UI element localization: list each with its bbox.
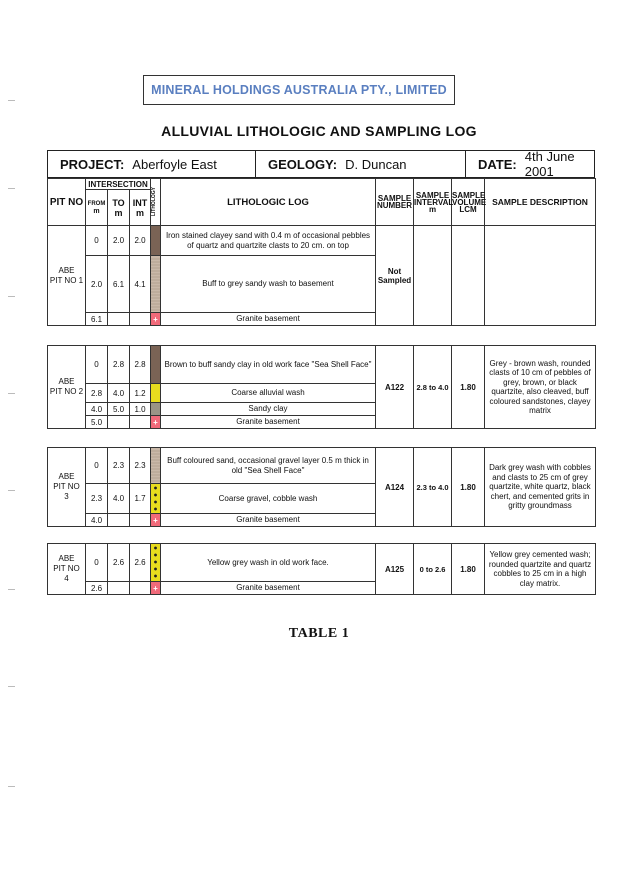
- log-cell: Buff coloured sand, occasional gravel layer 0.5 m thick in old "Sea Shell Face": [161, 448, 376, 484]
- sample-interval-unit: m: [428, 204, 437, 214]
- pit-label: PIT NO: [53, 482, 80, 491]
- sample-volume-unit: LCM: [459, 204, 477, 214]
- int-cell: [130, 514, 151, 527]
- col-intersection: INTERSECTION: [86, 179, 151, 190]
- to-cell: [108, 514, 130, 527]
- from-cell: 4.0: [86, 403, 108, 416]
- sample-interval-cell: 2.3 to 4.0: [414, 448, 452, 527]
- project-label: PROJECT:: [60, 156, 125, 172]
- col-sample-number: SAMPLE NUMBER: [376, 179, 414, 226]
- project-header: [47, 150, 595, 178]
- col-sample-volume: [452, 179, 485, 226]
- col-pit-no: PIT NO: [48, 179, 86, 226]
- log-cell: Coarse alluvial wash: [161, 384, 376, 403]
- lithology-swatch-granite: [151, 313, 161, 326]
- col-lithologic-log: LITHOLOGIC LOG: [161, 179, 376, 226]
- pit-label: 3: [64, 492, 69, 501]
- lithology-swatch-granite: [151, 416, 161, 429]
- company-name-box: MINERAL HOLDINGS AUSTRALIA PTY., LIMITED: [143, 75, 455, 105]
- int-cell: [130, 313, 151, 326]
- project-value: Aberfoyle East: [132, 156, 217, 172]
- granite-symbol: +: [153, 417, 158, 427]
- table-caption: TABLE 1: [288, 626, 350, 641]
- int-cell: 2.8: [130, 346, 151, 384]
- from-cell: 0: [86, 544, 108, 582]
- to-cell: 4.0: [108, 484, 130, 514]
- geology-field: [256, 151, 466, 177]
- log-cell: Brown to buff sandy clay in old work face "Sea Shell Face": [161, 346, 376, 384]
- lithology-swatch-brown: [151, 346, 161, 384]
- sample-number-cell: A125: [376, 544, 414, 595]
- sample-number-cell: Not Sampled: [376, 226, 414, 326]
- sample-volume-cell: 1.80: [452, 544, 485, 595]
- from-cell: 2.6: [86, 582, 108, 595]
- int-cell: [130, 582, 151, 595]
- lithology-swatch-granite: [151, 514, 161, 527]
- to-unit: m: [114, 207, 123, 218]
- project-field: [48, 151, 256, 177]
- log-table-pit-3: [47, 447, 596, 527]
- col-from: [86, 190, 108, 226]
- sample-interval-label: SAMPLE INTERVAL: [414, 190, 454, 207]
- document-title: ALLUVIAL LITHOLOGIC AND SAMPLING LOG: [161, 123, 477, 139]
- granite-symbol: +: [153, 314, 158, 324]
- to-cell: 2.6: [108, 544, 130, 582]
- pit-cell: [48, 448, 86, 527]
- to-label: TO: [112, 197, 125, 208]
- from-cell: 0: [86, 226, 108, 256]
- log-cell: Yellow grey wash in old work face.: [161, 544, 376, 582]
- log-cell: Sandy clay: [161, 403, 376, 416]
- sample-interval-cell: [414, 226, 452, 326]
- to-cell: 2.3: [108, 448, 130, 484]
- date-label: DATE:: [478, 156, 517, 172]
- log-cell: Granite basement: [161, 416, 376, 429]
- to-cell: [108, 582, 130, 595]
- log-cell: Buff to grey sandy wash to basement: [161, 256, 376, 313]
- from-cell: 6.1: [86, 313, 108, 326]
- sample-description-cell: Grey - brown wash, rounded clasts of 10 cm of pebbles of grey, brown, or black quartzite, also cleaved, buff coloured sandstones, clayey matrix: [485, 346, 596, 429]
- from-cell: 2.0: [86, 256, 108, 313]
- col-lithology: [151, 179, 161, 226]
- lithology-swatch-yellow: [151, 384, 161, 403]
- from-label: FROM: [87, 200, 106, 207]
- pit-label: ABE: [58, 265, 75, 275]
- pit-cell: [48, 544, 86, 595]
- from-cell: 4.0: [86, 514, 108, 527]
- int-cell: 1.7: [130, 484, 151, 514]
- pit-label: ABE: [58, 377, 75, 386]
- pit-label: PIT NO 1: [49, 275, 84, 285]
- int-cell: 2.6: [130, 544, 151, 582]
- int-cell: 2.0: [130, 226, 151, 256]
- lithology-swatch-granite: [151, 582, 161, 595]
- sample-description-cell: Dark grey wash with cobbles and clasts to 25 cm of grey quartzite, white quartz, black chert, and cemented grits in gritty groundmass: [485, 448, 596, 527]
- int-unit: m: [135, 207, 144, 218]
- table-row: [48, 226, 596, 256]
- pit-label: PIT NO: [53, 564, 80, 573]
- from-cell: 0: [86, 448, 108, 484]
- from-cell: 2.3: [86, 484, 108, 514]
- sample-interval-cell: 2.8 to 4.0: [414, 346, 452, 429]
- pit-label: ABE: [58, 554, 75, 563]
- lithology-swatch-brown: [151, 226, 161, 256]
- lithology-swatch-grey: [151, 403, 161, 416]
- sample-description-cell: [485, 226, 596, 326]
- col-sample-interval: [414, 179, 452, 226]
- to-cell: 2.8: [108, 346, 130, 384]
- sample-number-cell: A124: [376, 448, 414, 527]
- col-sample-description: SAMPLE DESCRIPTION: [485, 179, 596, 226]
- from-cell: 5.0: [86, 416, 108, 429]
- sample-volume-cell: 1.80: [452, 448, 485, 527]
- col-int: [130, 190, 151, 226]
- pit-cell: [48, 226, 86, 326]
- table-row: [48, 544, 596, 582]
- int-cell: 1.0: [130, 403, 151, 416]
- log-cell: Iron stained clayey sand with 0.4 m of occasional pebbles of quartz and quartzite clasts to 20 cm. on top: [161, 226, 376, 256]
- table-row: [48, 448, 596, 484]
- pit-label: ABE: [58, 472, 75, 481]
- sample-number-cell: A122: [376, 346, 414, 429]
- to-cell: 5.0: [108, 403, 130, 416]
- sample-interval-cell: 0 to 2.6: [414, 544, 452, 595]
- log-cell: Granite basement: [161, 582, 376, 595]
- granite-symbol: +: [153, 583, 158, 593]
- sample-volume-cell: 1.80: [452, 346, 485, 429]
- geology-value: D. Duncan: [345, 156, 407, 172]
- log-cell: Coarse gravel, cobble wash: [161, 484, 376, 514]
- to-cell: 2.0: [108, 226, 130, 256]
- granite-symbol: +: [153, 515, 158, 525]
- log-table-pit-2: [47, 345, 596, 429]
- from-cell: 2.8: [86, 384, 108, 403]
- pit-label: 4: [64, 574, 69, 583]
- to-cell: [108, 313, 130, 326]
- log-cell: Granite basement: [161, 313, 376, 326]
- log-table-pit-1: [47, 178, 596, 326]
- col-to: [108, 190, 130, 226]
- table-row: [48, 346, 596, 384]
- pit-cell: [48, 346, 86, 429]
- int-cell: 2.3: [130, 448, 151, 484]
- log-table-pit-4: [47, 543, 596, 595]
- int-cell: 4.1: [130, 256, 151, 313]
- from-cell: 0: [86, 346, 108, 384]
- pit-label: PIT NO 2: [49, 387, 84, 396]
- lithology-swatch-buff: [151, 448, 161, 484]
- date-field: [466, 151, 594, 177]
- sample-volume-label: SAMPLE VOLUME: [452, 190, 487, 207]
- int-cell: 1.2: [130, 384, 151, 403]
- int-label: INT: [132, 197, 148, 208]
- log-cell: Granite basement: [161, 514, 376, 527]
- to-cell: 4.0: [108, 384, 130, 403]
- lithology-swatch-buff: [151, 256, 161, 313]
- sample-volume-cell: [452, 226, 485, 326]
- geology-label: GEOLOGY:: [268, 156, 338, 172]
- to-cell: [108, 416, 130, 429]
- to-cell: 6.1: [108, 256, 130, 313]
- lithology-label: LITHOLOGY: [151, 187, 157, 217]
- lithology-swatch-gravel: [151, 544, 161, 582]
- from-unit: m: [93, 207, 100, 215]
- date-value: 4th June 2001: [524, 149, 575, 179]
- sample-description-cell: Yellow grey cemented wash; rounded quartzite and quartz cobbles to 25 cm in a high clay matrix.: [485, 544, 596, 595]
- lithology-swatch-gravel: [151, 484, 161, 514]
- int-cell: [130, 416, 151, 429]
